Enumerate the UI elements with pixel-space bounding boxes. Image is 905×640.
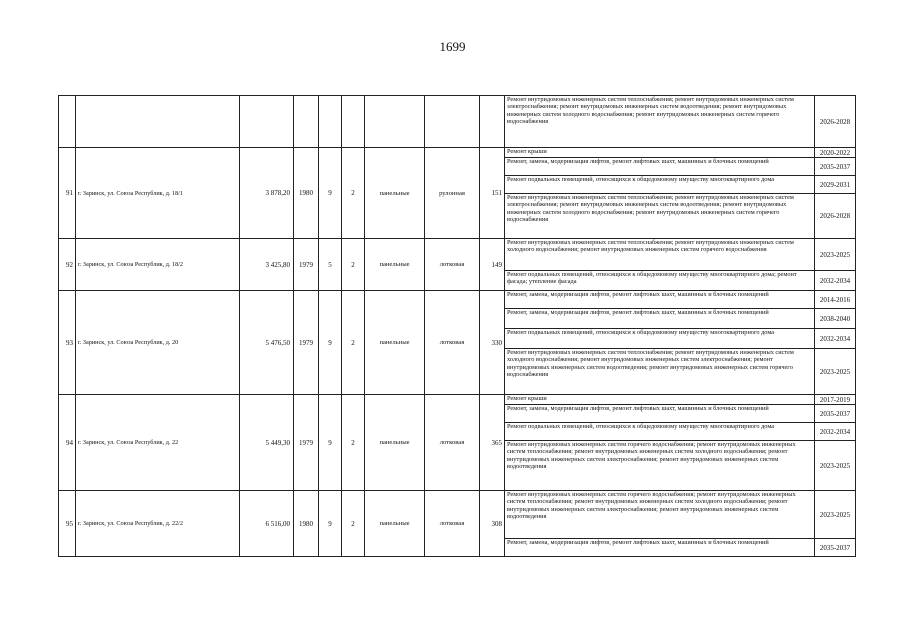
work-description: Ремонт, замена, модернизация лифтов, ремонт лифтовых шахт, машинных и блочных помещений [505,539,815,557]
work-description: Ремонт внутридомовых инженерных систем горячего водоснабжения; ремонт внутридомовых инженерных систем теплоснабжения; ремонт внутридомовых инженерных систем холодного водоснабжения; ремонт внутридомовых инженерных систем электроснабжения; ремонт внутридомовых инженерных систем водоотведения [505,491,815,539]
work-description: Ремонт, замена, модернизация лифтов, ремонт лифтовых шахт, машинных и блочных помещений [505,291,815,309]
entrances-count: 2 [342,148,365,239]
entrances-count: 2 [342,291,365,395]
building-area: 5 476,50 [240,291,294,395]
build-year: 1979 [294,395,319,491]
empty-cell [480,96,505,148]
building-area: 3 425,80 [240,239,294,291]
wall-material: панельные [365,291,425,395]
residents-count: 330 [480,291,505,395]
work-period: 2017-2019 [815,395,856,405]
floors-count: 9 [319,148,342,239]
build-year: 1979 [294,239,319,291]
building-area: 6 516,00 [240,491,294,557]
work-description: Ремонт внутридомовых инженерных систем теплоснабжения; ремонт внутридомовых инженерных систем электроснабжения; ремонт внутридомовых инженерных систем водоотведения; ремонт внутридомовых инженерных систем холодного водоснабжения; ремонт внутридомовых инженерных систем горячего водоснабжения [505,194,815,239]
capital-repair-table [58,95,856,557]
work-period: 2035-2037 [815,158,856,176]
building-area: 5 449,30 [240,395,294,491]
work-description: Ремонт подвальных помещений, относящихся к общедомовому имуществу многоквартирного дома [505,176,815,194]
roof-type: лотковая [425,395,480,491]
build-year: 1979 [294,291,319,395]
entrances-count: 2 [342,239,365,291]
work-description: Ремонт, замена, модернизация лифтов, ремонт лифтовых шахт, машинных и блочных помещений [505,158,815,176]
residents-count: 365 [480,395,505,491]
work-period: 2023-2025 [815,239,856,271]
work-period: 2020-2022 [815,148,856,158]
row-number: 94 [59,395,76,491]
work-description: Ремонт, замена, модернизация лифтов, ремонт лифтовых шахт, машинных и блочных помещений [505,405,815,423]
work-description: Ремонт подвальных помещений, относящихся к общедомовому имуществу многоквартирного дома [505,329,815,349]
work-description: Ремонт, замена, модернизация лифтов, ремонт лифтовых шахт, машинных и блочных помещений [505,309,815,329]
work-period: 2026-2028 [815,96,856,148]
work-period: 2014-2016 [815,291,856,309]
entrances-count: 2 [342,395,365,491]
row-number: 93 [59,291,76,395]
work-description: Ремонт крыши [505,148,815,158]
work-description: Ремонт внутридомовых инженерных систем теплоснабжения; ремонт внутридомовых инженерных систем холодного водоснабжения; ремонт внутридомовых инженерных систем горячего водоснабжения [505,239,815,271]
table-row [59,148,856,158]
work-period: 2038-2040 [815,309,856,329]
floors-count: 9 [319,395,342,491]
residents-count: 149 [480,239,505,291]
building-area: 3 878,20 [240,148,294,239]
build-year: 1980 [294,148,319,239]
row-number: 95 [59,491,76,557]
work-description: Ремонт крыши [505,395,815,405]
roof-type: лотковая [425,291,480,395]
roof-type: лотковая [425,239,480,291]
table-row [59,291,856,309]
empty-cell [294,96,319,148]
wall-material: панельные [365,148,425,239]
building-address: г. Заринск, ул. Союза Республик, д. 18/2 [76,239,240,291]
work-period: 2032-2034 [815,423,856,441]
work-period: 2023-2025 [815,491,856,539]
floors-count: 9 [319,491,342,557]
empty-cell [425,96,480,148]
empty-cell [342,96,365,148]
table-row [59,395,856,405]
building-address: г. Заринск, ул. Союза Республик, д. 18/1 [76,148,240,239]
wall-material: панельные [365,395,425,491]
work-description: Ремонт внутридомовых инженерных систем теплоснабжения; ремонт внутридомовых инженерных систем электроснабжения; ремонт внутридомовых инженерных систем водоотведения; ремонт внутридомовых инженерных систем холодного водоснабжения; ремонт внутридомовых инженерных систем горячего водоснабжения [505,96,815,148]
building-address: г. Заринск, ул. Союза Республик, д. 22 [76,395,240,491]
row-number: 91 [59,148,76,239]
work-period: 2032-2034 [815,271,856,291]
work-period: 2026-2028 [815,194,856,239]
floors-count: 9 [319,291,342,395]
work-period: 2023-2025 [815,441,856,491]
roof-type: лотковая [425,491,480,557]
empty-cell [76,96,240,148]
work-period: 2029-2031 [815,176,856,194]
work-description: Ремонт внутридомовых инженерных систем теплоснабжения; ремонт внутридомовых инженерных систем холодного водоснабжения; ремонт внутридомовых инженерных систем электроснабжения; ремонт внутридомовых инженерных систем водоотведения; ремонт внутридомовых инженерных систем горячего водоснабжения [505,349,815,395]
work-description: Ремонт подвальных помещений, относящихся к общедомовому имуществу многоквартирного дома [505,423,815,441]
empty-cell [319,96,342,148]
table-row [59,491,856,539]
work-period: 2023-2025 [815,349,856,395]
building-address: г. Заринск, ул. Союза Республик, д. 20 [76,291,240,395]
table-row [59,239,856,271]
build-year: 1980 [294,491,319,557]
residents-count: 308 [480,491,505,557]
empty-cell [240,96,294,148]
wall-material: панельные [365,239,425,291]
residents-count: 151 [480,148,505,239]
work-period: 2035-2037 [815,539,856,557]
row-number: 92 [59,239,76,291]
work-description: Ремонт подвальных помещений, относящихся к общедомовому имуществу многоквартирного дома; ремонт фасада; утепление фасада [505,271,815,291]
empty-cell [365,96,425,148]
roof-type: рулонная [425,148,480,239]
work-description: Ремонт внутридомовых инженерных систем горячего водоснабжения; ремонт внутридомовых инженерных систем теплоснабжения; ремонт внутридомовых инженерных систем холодного водоснабжения; ремонт внутридомовых инженерных систем электроснабжения; ремонт внутридомовых инженерных систем водоотведения [505,441,815,491]
page-number: 1699 [439,39,466,54]
work-period: 2032-2034 [815,329,856,349]
table-row [59,96,856,148]
entrances-count: 2 [342,491,365,557]
empty-cell [59,96,76,148]
work-period: 2035-2037 [815,405,856,423]
building-address: г. Заринск, ул. Союза Республик, д. 22/2 [76,491,240,557]
floors-count: 5 [319,239,342,291]
wall-material: панельные [365,491,425,557]
